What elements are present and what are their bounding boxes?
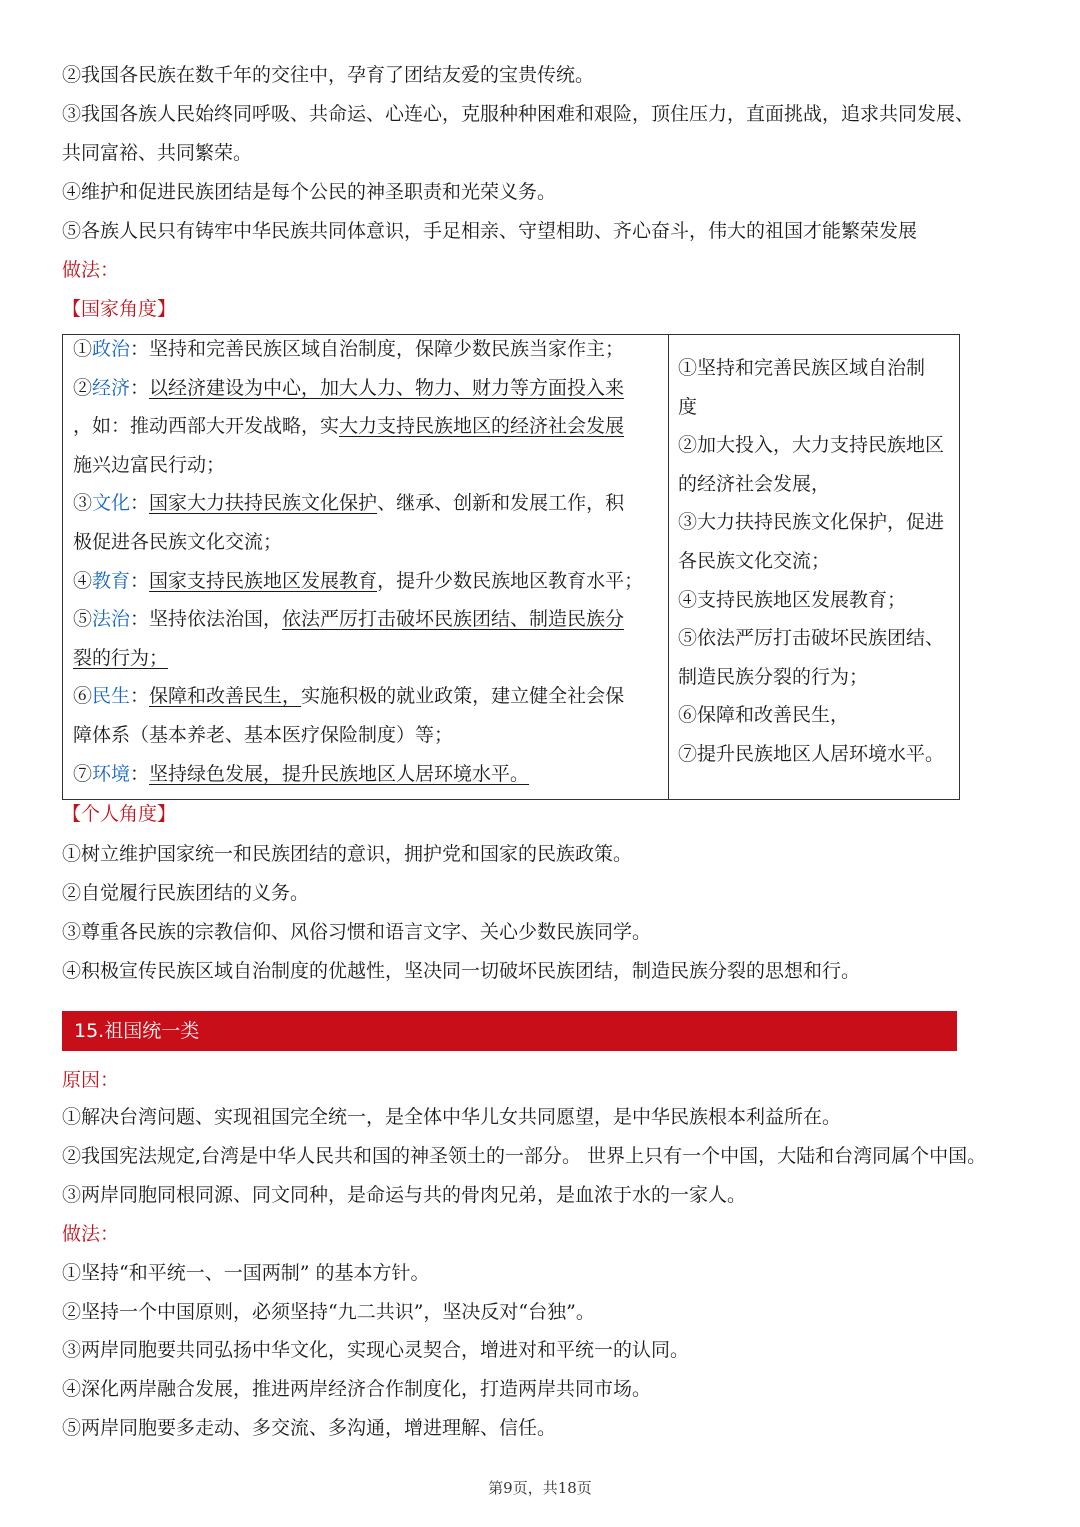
- category-keyword: 经济: [92, 376, 131, 399]
- category-keyword: 政治: [92, 338, 131, 360]
- reason-line: ③我国各族人民始终同呼吸、共命运、心连心，克服种种困难和艰险，顶住压力，直面挑战，追求共同发展、: [62, 103, 975, 125]
- table-left-line: [73, 530, 282, 554]
- category-keyword: 法治: [92, 608, 131, 631]
- table-text: ：: [130, 685, 150, 708]
- table-left-line: [73, 453, 225, 477]
- reason-line: ④维护和促进民族团结是每个公民的神圣职责和光荣义务。: [62, 181, 557, 203]
- reason-line: ③两岸同胞同根同源、同文同种，是命运与共的骨肉兄弟，是血浓于水的一家人。: [62, 1184, 747, 1206]
- table-left-line: [73, 684, 624, 708]
- method-line: ④深化两岸融合发展，推进两岸经济合作制度化，打造两岸共同市场。: [62, 1378, 652, 1400]
- table-left-line: [73, 337, 624, 361]
- reason-line: ⑤各族人民只有铸牢中华民族共同体意识，手足相亲、守望相助、齐心奋斗，伟大的祖国才能繁荣发展: [62, 220, 918, 242]
- table-right-line: ④支持民族地区发展教育；: [678, 588, 907, 611]
- table-right-line: ⑤依法严厉打击破坏民族团结、: [678, 627, 945, 650]
- method-line: ②坚持一个中国原则，必须坚持“九二共识”，坚决反对“台独”。: [62, 1301, 595, 1323]
- table-left-line: [73, 762, 529, 786]
- personal-line: ④积极宣传民族区域自治制度的优越性，坚决同一切破坏民族团结，制造民族分裂的思想和行。: [62, 960, 861, 982]
- personal-line: ②自觉履行民族团结的义务。: [62, 882, 310, 904]
- category-keyword: 教育: [92, 569, 131, 592]
- table-left-line: [73, 414, 624, 438]
- reason-line: ②我国宪法规定,台湾是中华人民共和国的神圣领土的一部分。 世界上只有一个中国，大陆和台湾同属个中国。: [62, 1145, 987, 1167]
- table-text: ，如：推动西部大开发战略，实: [73, 415, 340, 438]
- table-right-line: 各民族文化交流；: [678, 550, 831, 572]
- reason-line: 共同富裕、共同繁荣。: [62, 142, 253, 164]
- personal-perspective-heading: 【个人角度】: [62, 803, 177, 825]
- table-text: 、继承、创新和发展工作，积: [377, 492, 625, 515]
- table-text: ：: [130, 569, 150, 592]
- table-text: 坚持绿色发展，提升民族地区人居环境水平。: [149, 762, 530, 785]
- category-keyword: 民生: [92, 685, 131, 708]
- method-line: ③两岸同胞要共同弘扬中华文化，实现心灵契合，增进对和平统一的认同。: [62, 1339, 690, 1361]
- page-number: 第9页，共18页: [488, 1479, 592, 1497]
- table-text: ：: [130, 762, 150, 785]
- table-text: 保障和改善民生，: [149, 685, 302, 708]
- item-number: ③: [73, 492, 93, 515]
- section-title-band: 15.祖国统一类: [62, 1011, 957, 1051]
- method-line: ⑤两岸同胞要多走动、多交流、多沟通，增进理解、信任。: [62, 1417, 557, 1439]
- item-number: ②: [73, 376, 93, 399]
- table-left-line: [73, 607, 624, 631]
- item-number: ⑦: [73, 762, 93, 785]
- table-text: 依法严厉打击破坏民族团结、制造民族分: [282, 608, 625, 631]
- table-text: 施兴边富民行动；: [73, 453, 226, 476]
- table-text: 大力支持民族地区的经济社会发展: [339, 415, 625, 438]
- table-text: ：: [130, 492, 150, 515]
- table-right-line: 度: [678, 395, 698, 418]
- table-left-line: [73, 376, 624, 400]
- personal-line: ③尊重各民族的宗教信仰、风俗习惯和语言文字、关心少数民族同学。: [62, 921, 652, 943]
- method-line: ①坚持“和平统一、一国两制” 的基本方针。: [62, 1262, 430, 1284]
- table-text: 实施积极的就业政策，建立健全社会保: [301, 685, 625, 708]
- table-right-line: 制造民族分裂的行为；: [678, 665, 869, 688]
- reason-heading: 原因：: [62, 1069, 120, 1091]
- table-text: ：坚持依法治国，: [130, 608, 283, 631]
- state-perspective-heading: 【国家角度】: [62, 298, 177, 320]
- table-right-line: ①坚持和完善民族区域自治制: [678, 357, 926, 379]
- personal-line: ①树立维护国家统一和民族团结的意识，拥护党和国家的民族政策。: [62, 843, 633, 865]
- table-divider: [668, 335, 669, 799]
- method-heading: 做法：: [62, 1223, 120, 1245]
- table-text: 裂的行为；: [73, 646, 169, 669]
- table-text: 国家大力扶持民族文化保护: [149, 492, 378, 515]
- table-left-line: [73, 723, 453, 747]
- table-right-line: 的经济社会发展，: [678, 472, 831, 495]
- reason-line: ①解决台湾问题、实现祖国完全统一，是全体中华儿女共同愿望，是中华民族根本利益所在。: [62, 1106, 842, 1128]
- table-text: 国家支持民族地区发展教育: [149, 569, 378, 592]
- method-heading: 做法：: [62, 259, 120, 281]
- item-number: ①: [73, 338, 93, 360]
- measures-table: [62, 334, 960, 800]
- category-keyword: 环境: [92, 762, 131, 785]
- reason-line: ②我国各民族在数千年的交往中，孕育了团结友爱的宝贵传统。: [62, 64, 595, 86]
- table-left-line: [73, 569, 643, 593]
- item-number: ⑥: [73, 685, 93, 708]
- table-text: ：: [130, 376, 150, 399]
- item-number: ④: [73, 569, 93, 592]
- table-right-line: ②加大投入，大力支持民族地区: [678, 434, 945, 457]
- table-right-line: ⑦提升民族地区人居环境水平。: [678, 743, 945, 765]
- table-left-line: [73, 491, 624, 515]
- table-left-line: [73, 646, 168, 670]
- table-text: ，提升少数民族地区教育水平；: [377, 569, 644, 592]
- item-number: ⑤: [73, 608, 93, 631]
- table-text: ：坚持和完善民族区域自治制度，保障少数民族当家作主；: [130, 338, 625, 360]
- table-right-line: ③大力扶持民族文化保护，促进: [678, 511, 945, 534]
- table-text: 障体系（基本养老、基本医疗保险制度）等；: [73, 724, 454, 746]
- table-text: 极促进各民族文化交流；: [73, 531, 283, 553]
- table-right-line: ⑥保障和改善民生，: [678, 704, 850, 727]
- category-keyword: 文化: [92, 492, 131, 515]
- table-text: 以经济建设为中心，加大人力、物力、财力等方面投入来: [149, 376, 625, 399]
